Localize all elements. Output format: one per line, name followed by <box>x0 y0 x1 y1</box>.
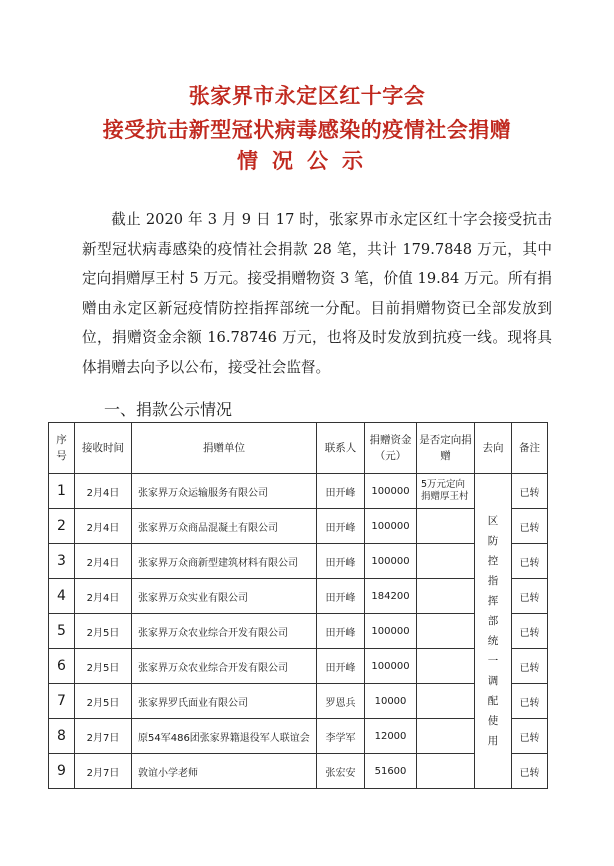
cell-seq: 1 <box>49 474 75 509</box>
cell-contact: 李学军 <box>317 719 365 754</box>
cell-time: 2月4日 <box>75 544 132 579</box>
cell-remark: 已转 <box>512 474 548 509</box>
cell-unit: 张家界万众农业综合开发有限公司 <box>132 649 317 684</box>
cell-seq: 8 <box>49 719 75 754</box>
cell-remark: 已转 <box>512 649 548 684</box>
title-line-1: 张家界市永定区红十字会 <box>188 84 426 108</box>
title-line-2: 接受抗击新型冠状病毒感染的疫情社会捐赠 <box>102 118 512 142</box>
donation-table <box>48 422 548 789</box>
header-destination: 去向 <box>475 423 512 474</box>
cell-remark: 已转 <box>512 544 548 579</box>
cell-time: 2月4日 <box>75 509 132 544</box>
cell-directed <box>417 579 475 614</box>
cell-amount: 12000 <box>365 719 417 754</box>
cell-unit: 张家界万众商新型建筑材料有限公司 <box>132 544 317 579</box>
cell-time: 2月7日 <box>75 719 132 754</box>
table-row <box>49 579 548 614</box>
table-row <box>49 544 548 579</box>
table-row <box>49 649 548 684</box>
header-contact: 联系人 <box>317 423 365 474</box>
table-row <box>49 684 548 719</box>
cell-amount: 100000 <box>365 614 417 649</box>
cell-contact: 田开峰 <box>317 649 365 684</box>
cell-time: 2月4日 <box>75 579 132 614</box>
table-row <box>49 719 548 754</box>
cell-contact: 田开峰 <box>317 544 365 579</box>
cell-unit: 张家界万众农业综合开发有限公司 <box>132 614 317 649</box>
cell-seq: 9 <box>49 754 75 789</box>
cell-directed <box>417 684 475 719</box>
table-row <box>49 509 548 544</box>
cell-amount: 100000 <box>365 544 417 579</box>
table-row <box>49 614 548 649</box>
cell-remark: 已转 <box>512 579 548 614</box>
cell-time: 2月4日 <box>75 474 132 509</box>
cell-unit: 张家界万众商品混凝土有限公司 <box>132 509 317 544</box>
cell-contact: 田开峰 <box>317 614 365 649</box>
cell-seq: 7 <box>49 684 75 719</box>
cell-unit: 张家界罗氏面业有限公司 <box>132 684 317 719</box>
title-line-3: 情况公示 <box>237 149 377 173</box>
cell-amount: 10000 <box>365 684 417 719</box>
cell-unit: 敦谊小学老师 <box>132 754 317 789</box>
cell-directed <box>417 544 475 579</box>
cell-unit: 张家界万众运输服务有限公司 <box>132 474 317 509</box>
cell-contact: 罗恩兵 <box>317 684 365 719</box>
header-amount: 捐赠资金（元） <box>365 423 417 474</box>
cell-remark: 已转 <box>512 684 548 719</box>
table-header-row <box>49 423 548 474</box>
cell-time: 2月5日 <box>75 684 132 719</box>
intro-paragraph: 截止 2020 年 3 月 9 日 17 时，张家界市永定区红十字会接受抗击新型冠状病毒感染的疫情社会捐款 28 笔，共计 179.7848 万元，其中定向捐赠厚王村 5 万元。接受捐赠物资 3 笔，价值 19.84 万元。所有捐赠由永定区新冠疫情防控指挥部统一分配。目前捐赠物资已全部发放到位，捐赠资金余额 16.78746 万元，也将及时发放到抗疫一线。现将具体捐赠去向予以公布，接受社会监督。 <box>82 211 552 376</box>
cell-time: 2月7日 <box>75 754 132 789</box>
cell-seq: 2 <box>49 509 75 544</box>
header-unit: 捐赠单位 <box>132 423 317 474</box>
cell-seq: 3 <box>49 544 75 579</box>
cell-contact: 田开峰 <box>317 474 365 509</box>
cell-unit: 原54军486团张家界籍退役军人联谊会 <box>132 719 317 754</box>
cell-amount: 100000 <box>365 474 417 509</box>
section-heading: 一、捐款公示情况 <box>104 400 233 419</box>
cell-amount: 51600 <box>365 754 417 789</box>
cell-amount: 100000 <box>365 649 417 684</box>
cell-contact: 张宏安 <box>317 754 365 789</box>
cell-contact: 田开峰 <box>317 579 365 614</box>
cell-amount: 184200 <box>365 579 417 614</box>
cell-directed: 5万元定向捐赠厚王村 <box>417 474 475 509</box>
cell-seq: 6 <box>49 649 75 684</box>
header-seq: 序号 <box>49 423 75 474</box>
cell-seq: 5 <box>49 614 75 649</box>
cell-remark: 已转 <box>512 614 548 649</box>
cell-directed <box>417 754 475 789</box>
cell-amount: 100000 <box>365 509 417 544</box>
cell-directed <box>417 649 475 684</box>
cell-directed <box>417 614 475 649</box>
table-row <box>49 474 548 509</box>
cell-directed <box>417 509 475 544</box>
header-remark: 备注 <box>512 423 548 474</box>
cell-time: 2月5日 <box>75 649 132 684</box>
header-time: 接收时间 <box>75 423 132 474</box>
cell-remark: 已转 <box>512 719 548 754</box>
cell-remark: 已转 <box>512 509 548 544</box>
cell-time: 2月5日 <box>75 614 132 649</box>
table-row <box>49 754 548 789</box>
header-directed: 是否定向捐赠 <box>417 423 475 474</box>
cell-unit: 张家界万众实业有限公司 <box>132 579 317 614</box>
cell-contact: 田开峰 <box>317 509 365 544</box>
cell-destination: 区防控指挥部统一调配使用 <box>475 474 512 789</box>
cell-directed <box>417 719 475 754</box>
cell-remark: 已转 <box>512 754 548 789</box>
cell-seq: 4 <box>49 579 75 614</box>
